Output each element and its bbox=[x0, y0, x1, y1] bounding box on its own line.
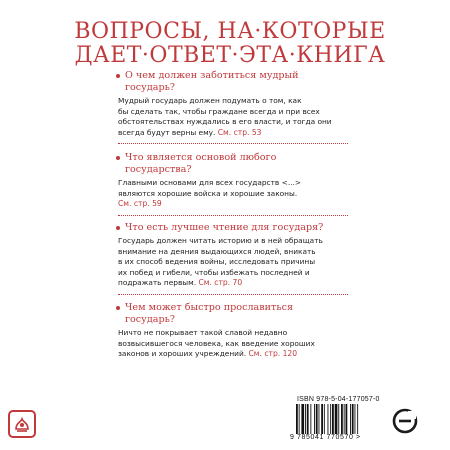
page-reference: См. стр. 59 bbox=[118, 199, 162, 209]
divider bbox=[118, 215, 348, 216]
page-reference: См. стр. 53 bbox=[217, 127, 262, 137]
isbn-label: ISBN 978-5-04-177057-0 bbox=[297, 396, 380, 403]
barcode-bar bbox=[341, 404, 343, 434]
page-title bbox=[40, 20, 420, 68]
barcode-bar bbox=[307, 404, 309, 434]
eksmo-logo-icon bbox=[392, 408, 418, 434]
emblem-glyph-icon bbox=[12, 414, 32, 434]
answer-2: Главными основами для всех государств <...> являются хорошие войска и хорошие законы. См. стр. 59 bbox=[118, 178, 302, 209]
barcode-bar bbox=[330, 404, 331, 434]
divider bbox=[118, 143, 348, 144]
barcode-bar bbox=[352, 404, 354, 434]
barcode-bar bbox=[314, 404, 315, 434]
barcode-bar bbox=[310, 404, 311, 434]
barcode-bar bbox=[335, 404, 338, 434]
bullet-dot-icon bbox=[116, 306, 120, 310]
bullet-dot-icon bbox=[116, 156, 120, 160]
barcode-bar bbox=[346, 404, 348, 434]
barcode-bar bbox=[324, 404, 325, 434]
qa-section-2 bbox=[118, 152, 348, 220]
barcode-bar bbox=[344, 404, 345, 434]
page-reference: См. стр. 120 bbox=[248, 349, 298, 359]
barcode-bar bbox=[301, 404, 304, 434]
publisher-emblem-icon bbox=[8, 410, 36, 438]
barcode-bar bbox=[316, 404, 318, 434]
question-4: Чем может быстро прославиться государь? bbox=[125, 302, 348, 326]
barcode-number: 9 785041 770570 > bbox=[290, 434, 361, 441]
answer-1: Мудрый государь должен подумать о том, как бы сделать так, чтобы граждане всегда и при всех обстоятельствах нуждались в его власти, и тогда они всегда будут верны ему. См. стр. 53 bbox=[118, 96, 332, 137]
barcode-bar bbox=[332, 404, 334, 434]
barcode-bar bbox=[319, 404, 320, 434]
title-line-2: ДАЕТ·ОТВЕТ·ЭТА·КНИГА bbox=[74, 43, 386, 68]
answer-4: Ничто не покрывает такой славой недавно возвысившегося человека, как введение хороших законов и хороших учреждений. См. стр. 120 bbox=[118, 328, 315, 359]
barcode-bar bbox=[305, 404, 306, 434]
qa-section-3 bbox=[118, 222, 348, 299]
question-1: О чем должен заботиться мудрый государь? bbox=[125, 70, 348, 94]
bullet-dot-icon bbox=[116, 226, 120, 230]
barcode-bar bbox=[355, 404, 356, 434]
qa-section-1 bbox=[118, 70, 348, 148]
title-line-1: ВОПРОСЫ, НА·КОТОРЫЕ bbox=[74, 19, 386, 44]
barcode-bar bbox=[338, 404, 339, 434]
answer-3: Государь должен читать историю и в ней обращать внимание на деяния выдающихся людей, вникать в их способ ведения войны, исследовать причины их побед и гибели, чтобы избежать последней и подражать первым. См. стр. 70 bbox=[118, 236, 323, 288]
divider bbox=[118, 294, 348, 295]
barcode-bar bbox=[350, 404, 351, 434]
barcode-bar bbox=[299, 404, 300, 434]
barcode-bar bbox=[321, 404, 323, 434]
page-reference: См. стр. 70 bbox=[198, 278, 243, 288]
barcode-bar bbox=[357, 404, 358, 434]
barcode-bar bbox=[328, 404, 329, 434]
barcode-bar bbox=[296, 404, 298, 434]
barcode-icon bbox=[294, 404, 384, 438]
qa-section-4 bbox=[118, 302, 348, 360]
bullet-dot-icon bbox=[116, 74, 120, 78]
question-3: Что есть лучшее чтение для государя? bbox=[125, 222, 348, 234]
question-2: Что является основой любого государства? bbox=[125, 152, 348, 176]
